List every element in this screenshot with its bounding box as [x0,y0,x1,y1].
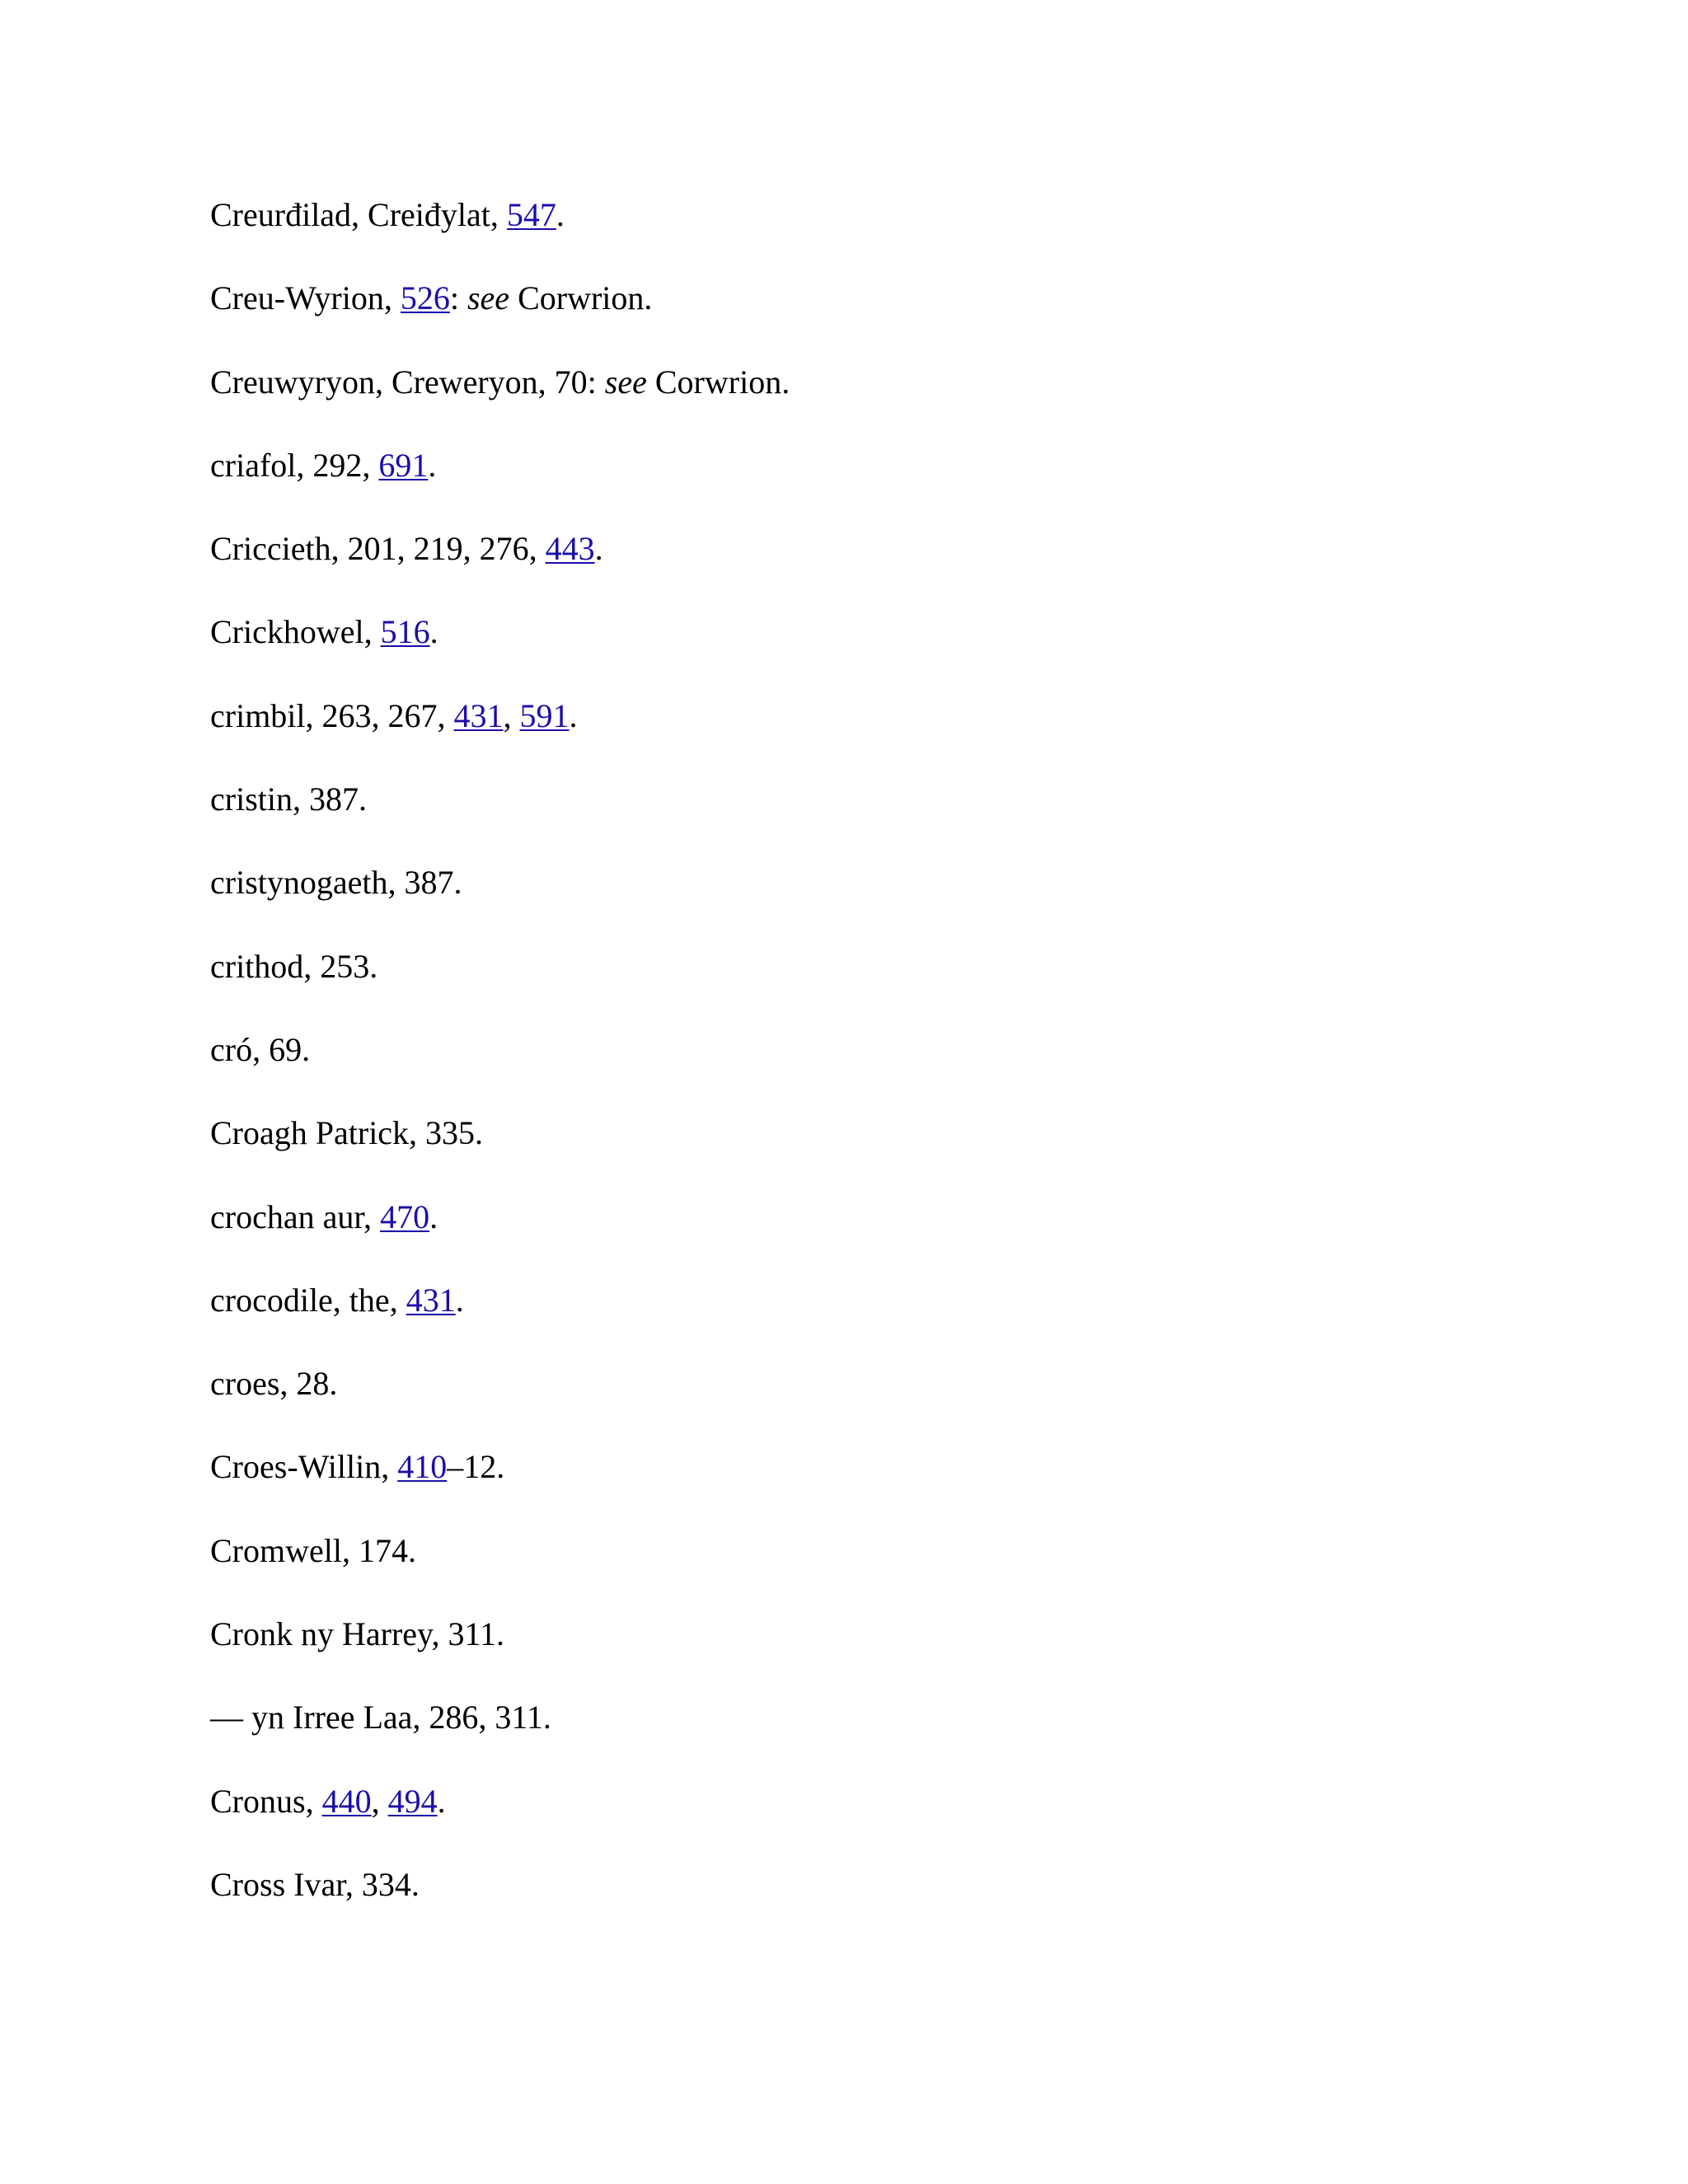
index-entry [210,862,790,903]
index-entry [210,696,790,737]
entry-text: . [569,696,578,734]
page-link[interactable]: 591 [519,696,570,734]
page-link[interactable]: 431 [406,1281,456,1319]
entry-text: Creurđilad, Creiđylat, [210,196,507,233]
entry-text: Crickhowel, [210,613,381,651]
entry-text: croes, 28. [210,1365,338,1403]
entry-text: : [449,279,467,317]
entry-text: . [556,196,565,233]
index-entry [210,1446,790,1488]
entry-text: Criccieth, 201, 219, 276, [210,530,546,568]
entry-text: . [428,446,437,484]
entry-text: cró, 69. [210,1030,311,1068]
entry-text: Croes-Willin, [210,1448,398,1486]
index-entry [210,278,790,319]
entry-text: . [455,1281,464,1319]
index-entry [210,1697,790,1738]
see-reference: see [467,279,510,317]
see-reference: see [604,363,647,401]
page-link[interactable]: 691 [378,446,429,484]
index-entry [210,1530,790,1572]
entry-text: . [594,530,603,568]
page-link[interactable]: 440 [321,1782,372,1820]
entry-text: Corwrion. [509,279,653,317]
page-link[interactable]: 410 [397,1448,448,1486]
index-entry [210,528,790,569]
entry-text: crocodile, the, [210,1281,406,1319]
entry-text: . [429,613,438,651]
entry-text: Croagh Patrick, 335. [210,1114,484,1152]
index-entry [210,1614,790,1655]
index-entry [210,1113,790,1154]
entry-text: Creuwyryon, Creweryon, 70: [210,363,605,401]
index-entry [210,1197,790,1238]
index-entry [210,779,790,820]
page-link[interactable]: 526 [400,279,450,317]
entry-text: crithod, 253. [210,947,378,985]
entry-text: , [371,1782,388,1820]
page-link[interactable]: 547 [506,196,556,233]
entry-text: . [437,1782,446,1820]
entry-text: cristynogaeth, 387. [210,864,462,902]
entry-text: Corwrion. [646,363,790,401]
entry-text: Creu-Wyrion, [210,279,401,317]
index-entry [210,612,790,653]
entry-text: Cromwell, 174. [210,1531,416,1569]
entry-text: . [429,1197,438,1235]
entry-text: Cronus, [210,1782,322,1820]
page-link[interactable]: 470 [380,1197,430,1235]
entry-text: Cross Ivar, 334. [210,1865,420,1903]
entry-text: cristin, 387. [210,780,367,818]
entry-text: crochan aur, [210,1197,381,1235]
index-entry [210,946,790,987]
page-link[interactable]: 431 [453,696,504,734]
index-entry [210,1280,790,1321]
entry-text: criafol, 292, [210,446,379,484]
entry-text: crimbil, 263, 267, [210,696,454,734]
index-list [210,194,790,1947]
index-entry [210,362,790,403]
entry-text: — yn Irree Laa, 286, 311. [210,1699,551,1736]
index-entry [210,1864,790,1905]
index-entry [210,1363,790,1404]
page-link[interactable]: 443 [545,530,595,568]
index-entry [210,194,790,236]
entry-text: , [503,696,520,734]
page-link[interactable]: 494 [387,1782,438,1820]
entry-text: –12. [447,1448,505,1486]
page-link[interactable]: 516 [380,613,430,651]
index-entry [210,445,790,486]
index-entry [210,1029,790,1071]
entry-text: Cronk ny Harrey, 311. [210,1615,504,1653]
index-entry [210,1781,790,1822]
